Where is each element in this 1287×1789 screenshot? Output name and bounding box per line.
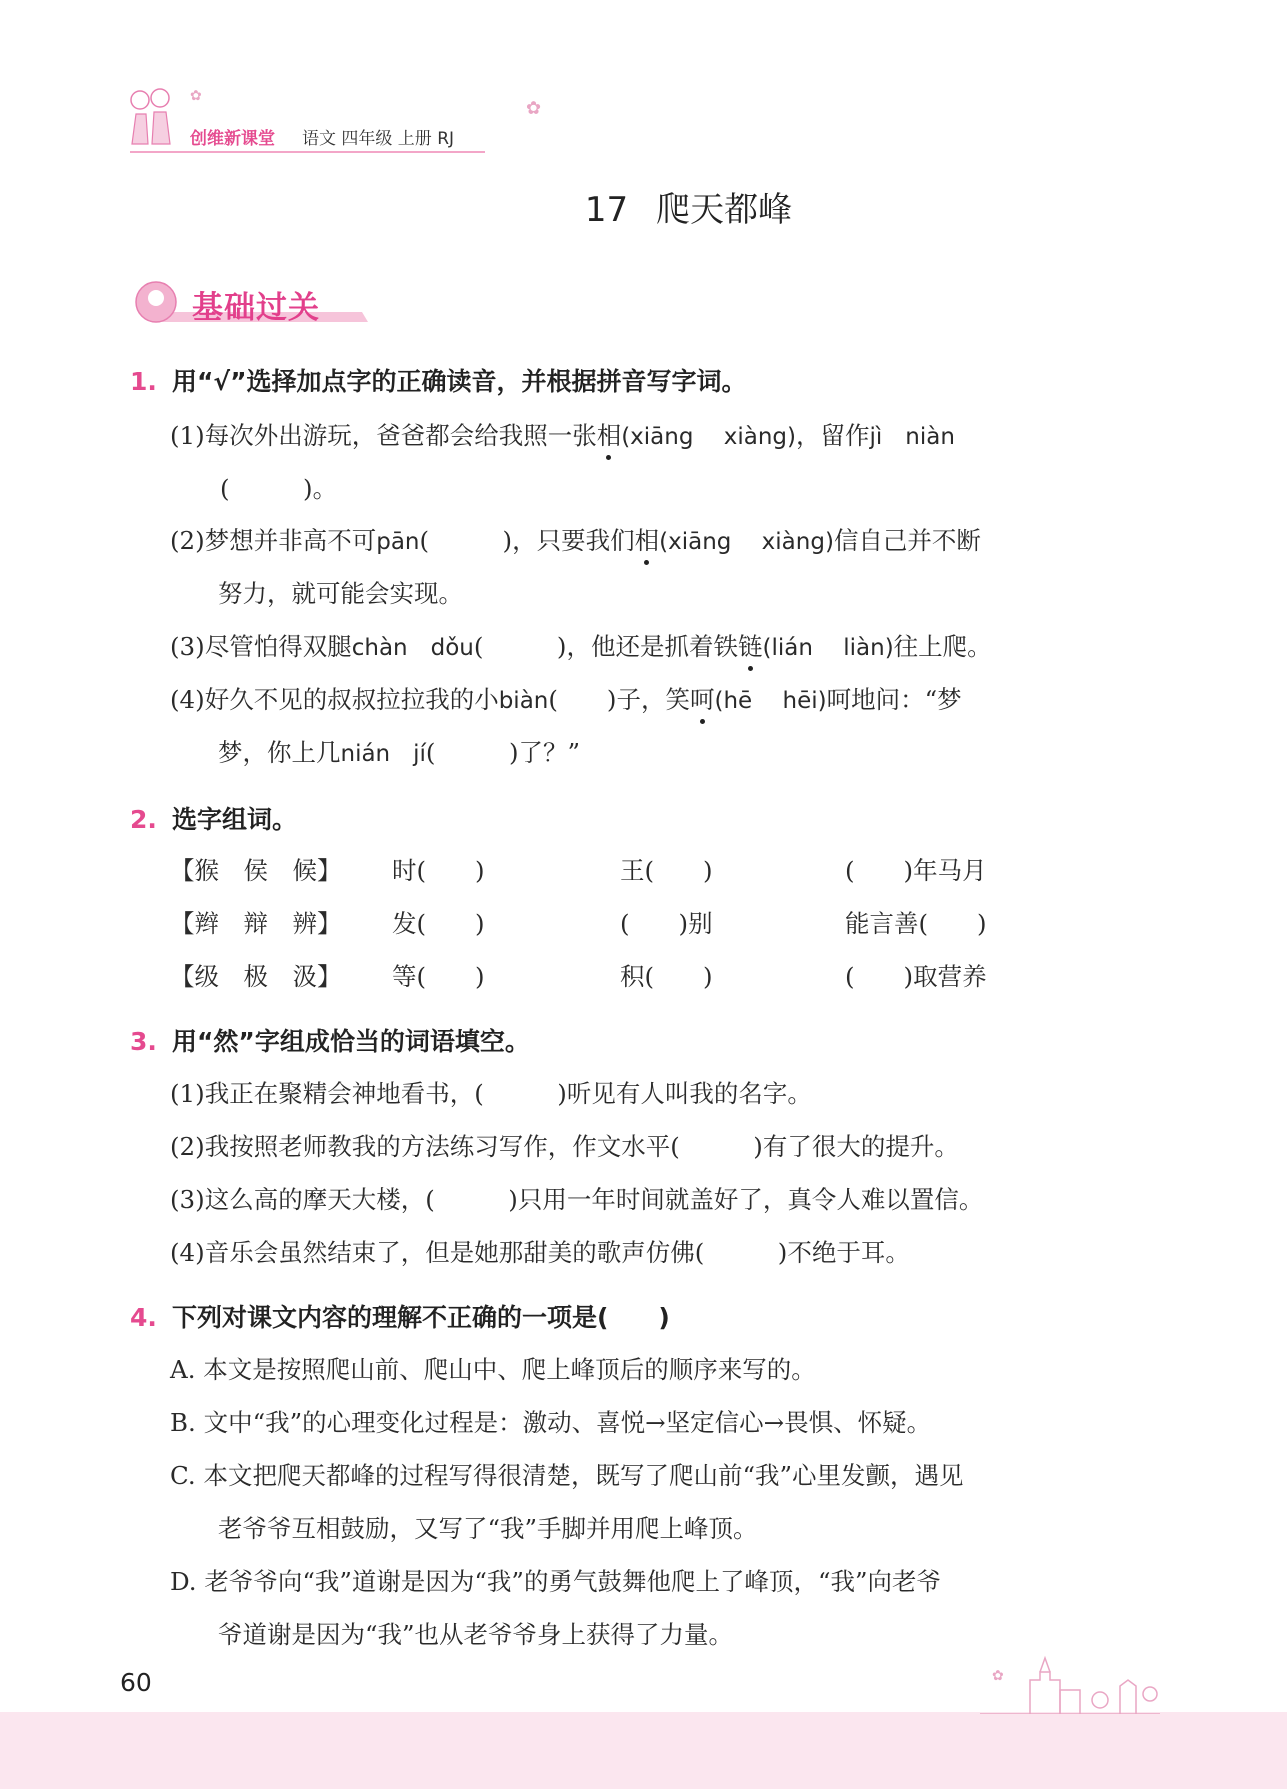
- q2-row-3-cell-3[interactable]: ( )取营养: [845, 962, 987, 991]
- q2-row-3-chars: 【级 极 汲】: [170, 962, 342, 991]
- question-text: 选字组词。: [172, 805, 298, 834]
- text: (3)尽管怕得双腿: [170, 632, 352, 661]
- text: 了？”: [518, 738, 581, 767]
- section-title: 基础过关: [192, 290, 320, 326]
- question-number: 2.: [130, 805, 157, 834]
- text: (2)梦想并非高不可: [170, 526, 377, 555]
- text: 梦，你上几: [218, 738, 341, 767]
- header-brand: 创维新课堂: [190, 129, 275, 149]
- q4-option-b[interactable]: B. 文中“我”的心理变化过程是：激动、喜悦→坚定信心→畏惧、怀疑。: [170, 1408, 932, 1437]
- question-text: 下列对课文内容的理解不正确的一项是( ): [172, 1303, 670, 1332]
- q3-item-3: (3)这么高的摩天大楼，( )只用一年时间就盖好了，真令人难以置信。: [170, 1185, 984, 1214]
- answer-blank[interactable]: ( ): [473, 632, 567, 661]
- q2-row-2-cell-3[interactable]: 能言善( ): [845, 909, 987, 938]
- pinyin-options: (xiāng xiàng): [621, 424, 797, 450]
- pinyin: jì niàn: [869, 424, 955, 450]
- pinyin: nián jí: [340, 741, 426, 767]
- text: 呵地问：“梦: [826, 685, 962, 714]
- text: 子，笑: [616, 685, 690, 714]
- dotted-char: 链: [738, 632, 763, 661]
- header-book-info: 语文 四年级 上册 RJ: [302, 129, 455, 149]
- q4-option-d-line2: 爷道谢是因为“我”也从老爷爷身上获得了力量。: [218, 1620, 734, 1649]
- text: ，留作: [796, 421, 870, 450]
- q1-item-4-line2: [218, 734, 580, 769]
- pinyin-options: (hē hēi): [714, 688, 827, 714]
- text: ，只要我们: [512, 526, 635, 555]
- answer-blank[interactable]: ( ): [548, 685, 617, 714]
- q3-item-1: (1)我正在聚精会神地看书，( )听见有人叫我的名字。: [170, 1079, 812, 1108]
- question-text: 用“√”选择加点字的正确读音，并根据拼音写字词。: [172, 367, 747, 396]
- question-2-title: [130, 800, 297, 836]
- text: ，他还是抓着铁: [566, 632, 738, 661]
- question-text: 用“然”字组成恰当的词语填空。: [172, 1027, 530, 1056]
- page-number: 60: [120, 1668, 152, 1697]
- q2-row-1-chars: 【猴 侯 候】: [170, 856, 342, 885]
- q1-item-2: [170, 522, 981, 557]
- footer-band: [0, 1712, 1287, 1789]
- q2-row-1-cell-2[interactable]: 王( ): [620, 856, 713, 885]
- text: 信自己并不断: [833, 526, 981, 555]
- flower-icon: ✿: [190, 88, 202, 104]
- pinyin-options: (lián liàn): [762, 635, 894, 661]
- q1-item-1: [170, 417, 955, 452]
- dotted-char: 相: [596, 421, 622, 450]
- text: (1)每次外出游玩，爸爸都会给我照一张: [170, 421, 597, 450]
- pinyin: pān: [376, 529, 420, 555]
- dotted-char: 呵: [690, 685, 715, 714]
- q1-item-3: [170, 628, 992, 663]
- question-number: 1.: [130, 367, 157, 396]
- question-4-title: [130, 1298, 670, 1334]
- answer-blank[interactable]: ( ): [419, 526, 513, 555]
- question-3-title: [130, 1022, 530, 1058]
- question-1-title: [130, 362, 747, 398]
- q2-row-3-cell-2[interactable]: 积( ): [620, 962, 713, 991]
- q4-option-a[interactable]: A. 本文是按照爬山前、爬山中、爬上峰顶后的顺序来写的。: [170, 1355, 816, 1384]
- q2-row-3-cell-1[interactable]: 等( ): [392, 962, 485, 991]
- pinyin: chàn dǒu: [351, 635, 474, 661]
- answer-blank[interactable]: ( ): [425, 738, 519, 767]
- question-number: 4.: [130, 1303, 157, 1332]
- q4-option-c[interactable]: C. 本文把爬天都峰的过程写得很清楚，既写了爬山前“我”心里发颤，遇见: [170, 1461, 964, 1490]
- svg-text:✿: ✿: [992, 1668, 1004, 1684]
- q3-item-2: (2)我按照老师教我的方法练习写作，作文水平( )有了很大的提升。: [170, 1132, 959, 1161]
- text: (4)好久不见的叔叔拉拉我的小: [170, 685, 499, 714]
- q2-row-2-chars: 【辫 辩 辨】: [170, 909, 342, 938]
- pinyin: biàn: [498, 688, 549, 714]
- q2-row-2-cell-1[interactable]: 发( ): [392, 909, 485, 938]
- lesson-title: [0, 182, 1287, 231]
- q2-row-1-cell-3[interactable]: ( )年马月: [845, 856, 987, 885]
- header-divider: [130, 151, 485, 153]
- flower-icon: ✿: [526, 98, 542, 119]
- lesson-number: 17: [584, 190, 629, 230]
- q1-item-1-line2: ( )。: [220, 474, 338, 503]
- text: 往上爬。: [893, 632, 992, 661]
- q1-item-2-line2: 努力，就可能会实现。: [218, 579, 463, 608]
- pinyin-options: (xiāng xiàng): [659, 529, 834, 555]
- dotted-char: 相: [634, 526, 660, 555]
- q4-option-c-line2: 老爷爷互相鼓励，又写了“我”手脚并用爬上峰顶。: [218, 1514, 758, 1543]
- header-kids-illustration: [126, 84, 174, 150]
- q4-option-d[interactable]: D. 老爷爷向“我”道谢是因为“我”的勇气鼓舞他爬上了峰顶，“我”向老爷: [170, 1567, 941, 1596]
- q2-row-1-cell-1[interactable]: 时( ): [392, 856, 485, 885]
- castle-illustration-icon: [980, 1650, 1160, 1714]
- q1-item-4: [170, 681, 962, 716]
- lesson-name: 爬天都峰: [656, 190, 793, 230]
- q3-item-4: (4)音乐会虽然结束了，但是她那甜美的歌声仿佛( )不绝于耳。: [170, 1238, 910, 1267]
- question-number: 3.: [130, 1027, 157, 1056]
- q2-row-2-cell-2[interactable]: ( )别: [620, 909, 713, 938]
